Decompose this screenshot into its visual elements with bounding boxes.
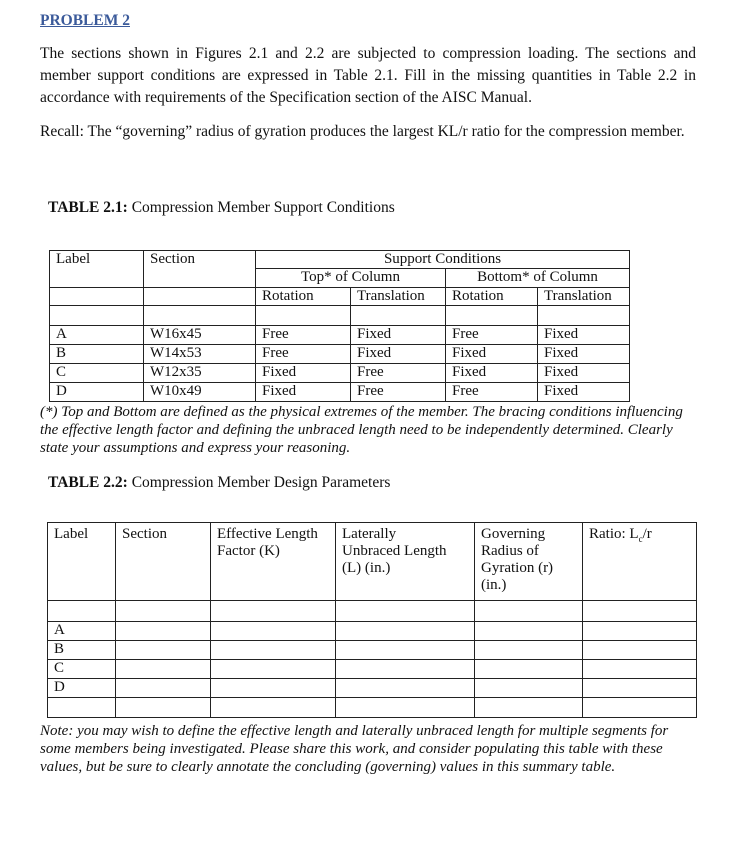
cell-top-rot: Fixed <box>256 383 351 402</box>
header-unbraced-length <box>336 523 475 601</box>
header-label: Label <box>50 251 144 288</box>
header-bottom-rotation: Rotation <box>446 288 538 306</box>
intro-paragraph: The sections shown in Figures 2.1 and 2.2 are subjected to compression loading. The sections and member support conditions are expressed in Table 2.1. Fill in the missing quantities in Table 2.2 in accordance with requirements of the Specification section of the AISC Manual. <box>40 45 696 106</box>
header-r-line3: Gyration (r) <box>481 560 554 576</box>
empty-cell[interactable] <box>475 641 583 660</box>
header-ratio-end: /r <box>642 526 652 542</box>
cell-label: B <box>48 641 116 660</box>
header-r-line2: Radius of <box>481 543 539 559</box>
header-l-line3: (L) (in.) <box>342 560 391 576</box>
empty-cell[interactable] <box>116 641 211 660</box>
cell-bot-rot: Free <box>446 326 538 345</box>
cell-bot-rot: Fixed <box>446 364 538 383</box>
empty-cell[interactable] <box>336 641 475 660</box>
empty-cell[interactable] <box>583 679 697 698</box>
table-row <box>50 364 630 383</box>
cell-bot-trans: Fixed <box>538 345 630 364</box>
table1-caption-text: Compression Member Support Conditions <box>127 199 395 216</box>
cell-section: W16x45 <box>144 326 256 345</box>
cell-top-trans: Free <box>351 364 446 383</box>
cell-label: B <box>50 345 144 364</box>
empty-cell[interactable] <box>475 622 583 641</box>
support-conditions-table <box>49 250 630 402</box>
table-row <box>50 326 630 345</box>
table2-caption-number: TABLE 2.2: <box>48 474 128 491</box>
header-bottom-of-column: Bottom* of Column <box>446 269 630 288</box>
header-l-line2: Unbraced Length <box>342 543 447 559</box>
empty-cell[interactable] <box>583 622 697 641</box>
cell-label: A <box>50 326 144 345</box>
empty-cell[interactable] <box>583 641 697 660</box>
header-top-rotation: Rotation <box>256 288 351 306</box>
cell-label: D <box>48 679 116 698</box>
cell-top-rot: Free <box>256 345 351 364</box>
header-support-conditions: Support Conditions <box>256 251 630 269</box>
empty-cell[interactable] <box>583 660 697 679</box>
cell-top-trans: Free <box>351 383 446 402</box>
empty-cell[interactable] <box>116 622 211 641</box>
table-row <box>48 622 697 641</box>
cell-section: W14x53 <box>144 345 256 364</box>
header-bottom-translation: Translation <box>538 288 630 306</box>
cell-bot-rot: Free <box>446 383 538 402</box>
empty-cell[interactable] <box>336 679 475 698</box>
table-row <box>50 345 630 364</box>
table-row <box>50 383 630 402</box>
empty-cell[interactable] <box>116 660 211 679</box>
cell-bot-trans: Fixed <box>538 326 630 345</box>
cell-section: W10x49 <box>144 383 256 402</box>
cell-bot-trans: Fixed <box>538 364 630 383</box>
table2-caption <box>48 474 390 492</box>
header-l-line1: Laterally <box>342 526 397 542</box>
header-ratio <box>583 523 697 601</box>
header-label: Label <box>48 523 116 601</box>
problem-title: PROBLEM 2 <box>40 12 130 29</box>
cell-label: C <box>50 364 144 383</box>
table-row <box>48 641 697 660</box>
table2-note: Note: you may wish to define the effective length and laterally unbraced length for multiple segments for some members being investigated. Please share this work, and consider populating this table with these values, but be sure to clearly annotate the concluding (governing) values in this summary table. <box>40 723 669 775</box>
table2-caption-text: Compression Member Design Parameters <box>127 474 391 491</box>
table1-caption <box>48 199 395 217</box>
header-ratio-subscript: c <box>638 534 643 544</box>
cell-label: C <box>48 660 116 679</box>
table1-caption-number: TABLE 2.1: <box>48 199 128 216</box>
empty-cell[interactable] <box>211 660 336 679</box>
cell-label: D <box>50 383 144 402</box>
cell-bot-trans: Fixed <box>538 383 630 402</box>
header-r-line1: Governing <box>481 526 546 542</box>
header-top-of-column: Top* of Column <box>256 269 446 288</box>
cell-top-rot: Fixed <box>256 364 351 383</box>
header-radius-of-gyration <box>475 523 583 601</box>
header-effective-length-factor <box>211 523 336 601</box>
cell-top-rot: Free <box>256 326 351 345</box>
cell-bot-rot: Fixed <box>446 345 538 364</box>
table1-footnote: (*) Top and Bottom are defined as the physical extremes of the member. The bracing conditions influencing the effective length factor and defining the unbraced length need to be independently determined. Clearly state your assumptions and express your reasoning. <box>40 404 683 456</box>
header-ratio-text: Ratio: L <box>589 526 639 542</box>
empty-cell[interactable] <box>336 622 475 641</box>
header-k-line2: Factor (K) <box>217 543 280 559</box>
cell-section: W12x35 <box>144 364 256 383</box>
header-r-line4: (in.) <box>481 577 507 593</box>
header-section: Section <box>144 251 256 288</box>
empty-cell[interactable] <box>211 679 336 698</box>
header-top-translation: Translation <box>351 288 446 306</box>
cell-top-trans: Fixed <box>351 326 446 345</box>
table-row <box>48 679 697 698</box>
empty-cell[interactable] <box>475 660 583 679</box>
table-row <box>48 660 697 679</box>
cell-top-trans: Fixed <box>351 345 446 364</box>
cell-label: A <box>48 622 116 641</box>
recall-paragraph: Recall: The “governing” radius of gyration produces the largest KL/r ratio for the compression member. <box>40 123 685 140</box>
empty-cell[interactable] <box>116 679 211 698</box>
header-section: Section <box>116 523 211 601</box>
empty-cell[interactable] <box>475 679 583 698</box>
design-parameters-table <box>47 522 697 718</box>
empty-cell[interactable] <box>211 622 336 641</box>
empty-cell[interactable] <box>211 641 336 660</box>
empty-cell[interactable] <box>336 660 475 679</box>
header-k-line1: Effective Length <box>217 526 318 542</box>
